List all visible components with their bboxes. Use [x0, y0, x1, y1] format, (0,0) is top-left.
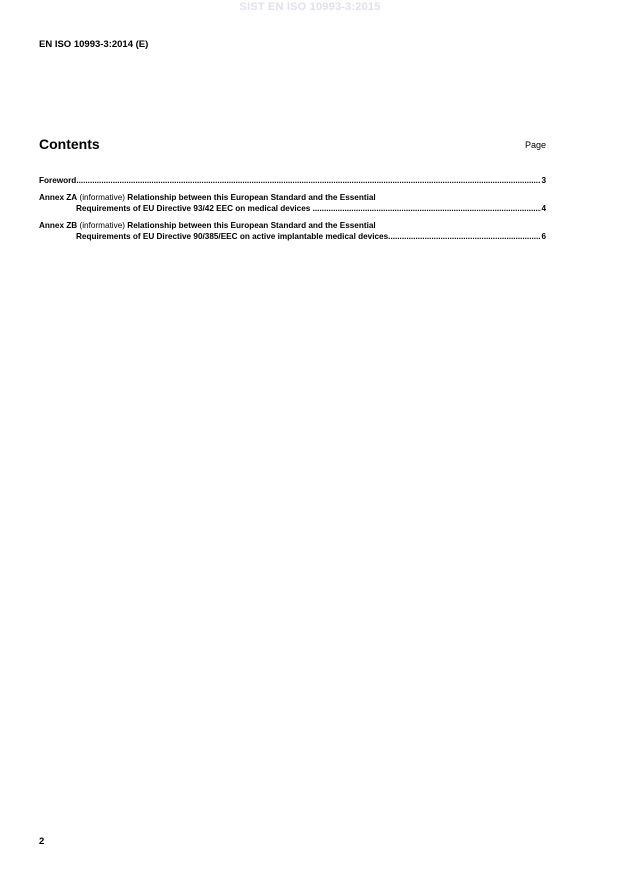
toc-page-number: 3: [541, 176, 546, 185]
toc-leader-dots: [313, 203, 542, 214]
table-of-contents: [39, 175, 546, 248]
toc-page-number: 6: [541, 232, 546, 241]
toc-page-number: 4: [541, 204, 546, 213]
toc-entry-annex-zb[interactable]: [39, 220, 546, 242]
watermark: SIST EN ISO 10993-3:2015: [239, 1, 381, 13]
toc-annex-qualifier: (informative): [77, 193, 125, 202]
toc-entry-title-line1[interactable]: Relationship between this European Standard and the Essential: [127, 221, 376, 230]
toc-leader-dots: [76, 175, 541, 186]
toc-entry-foreword[interactable]: [39, 175, 546, 186]
document-id: EN ISO 10993-3:2014 (E): [39, 39, 149, 50]
toc-annex-qualifier: (informative): [77, 221, 125, 230]
page-column-label: Page: [524, 140, 546, 150]
toc-entry-annex-za[interactable]: [39, 192, 546, 214]
toc-entry-title-line1[interactable]: Relationship between this European Standard and the Essential: [127, 193, 376, 202]
toc-leader-dots: [388, 231, 541, 242]
toc-annex-label[interactable]: Annex ZA: [39, 193, 78, 202]
contents-title: Contents: [39, 136, 100, 152]
toc-entry-title[interactable]: Foreword: [39, 176, 77, 185]
toc-entry-title-line2[interactable]: Requirements of EU Directive 90/385/EEC on active implantable medical devices: [76, 232, 389, 241]
footer-page-number: 2: [39, 836, 45, 847]
toc-annex-label[interactable]: Annex ZB: [39, 221, 78, 230]
toc-entry-title-line2[interactable]: Requirements of EU Directive 93/42 EEC on medical devices: [76, 204, 313, 213]
